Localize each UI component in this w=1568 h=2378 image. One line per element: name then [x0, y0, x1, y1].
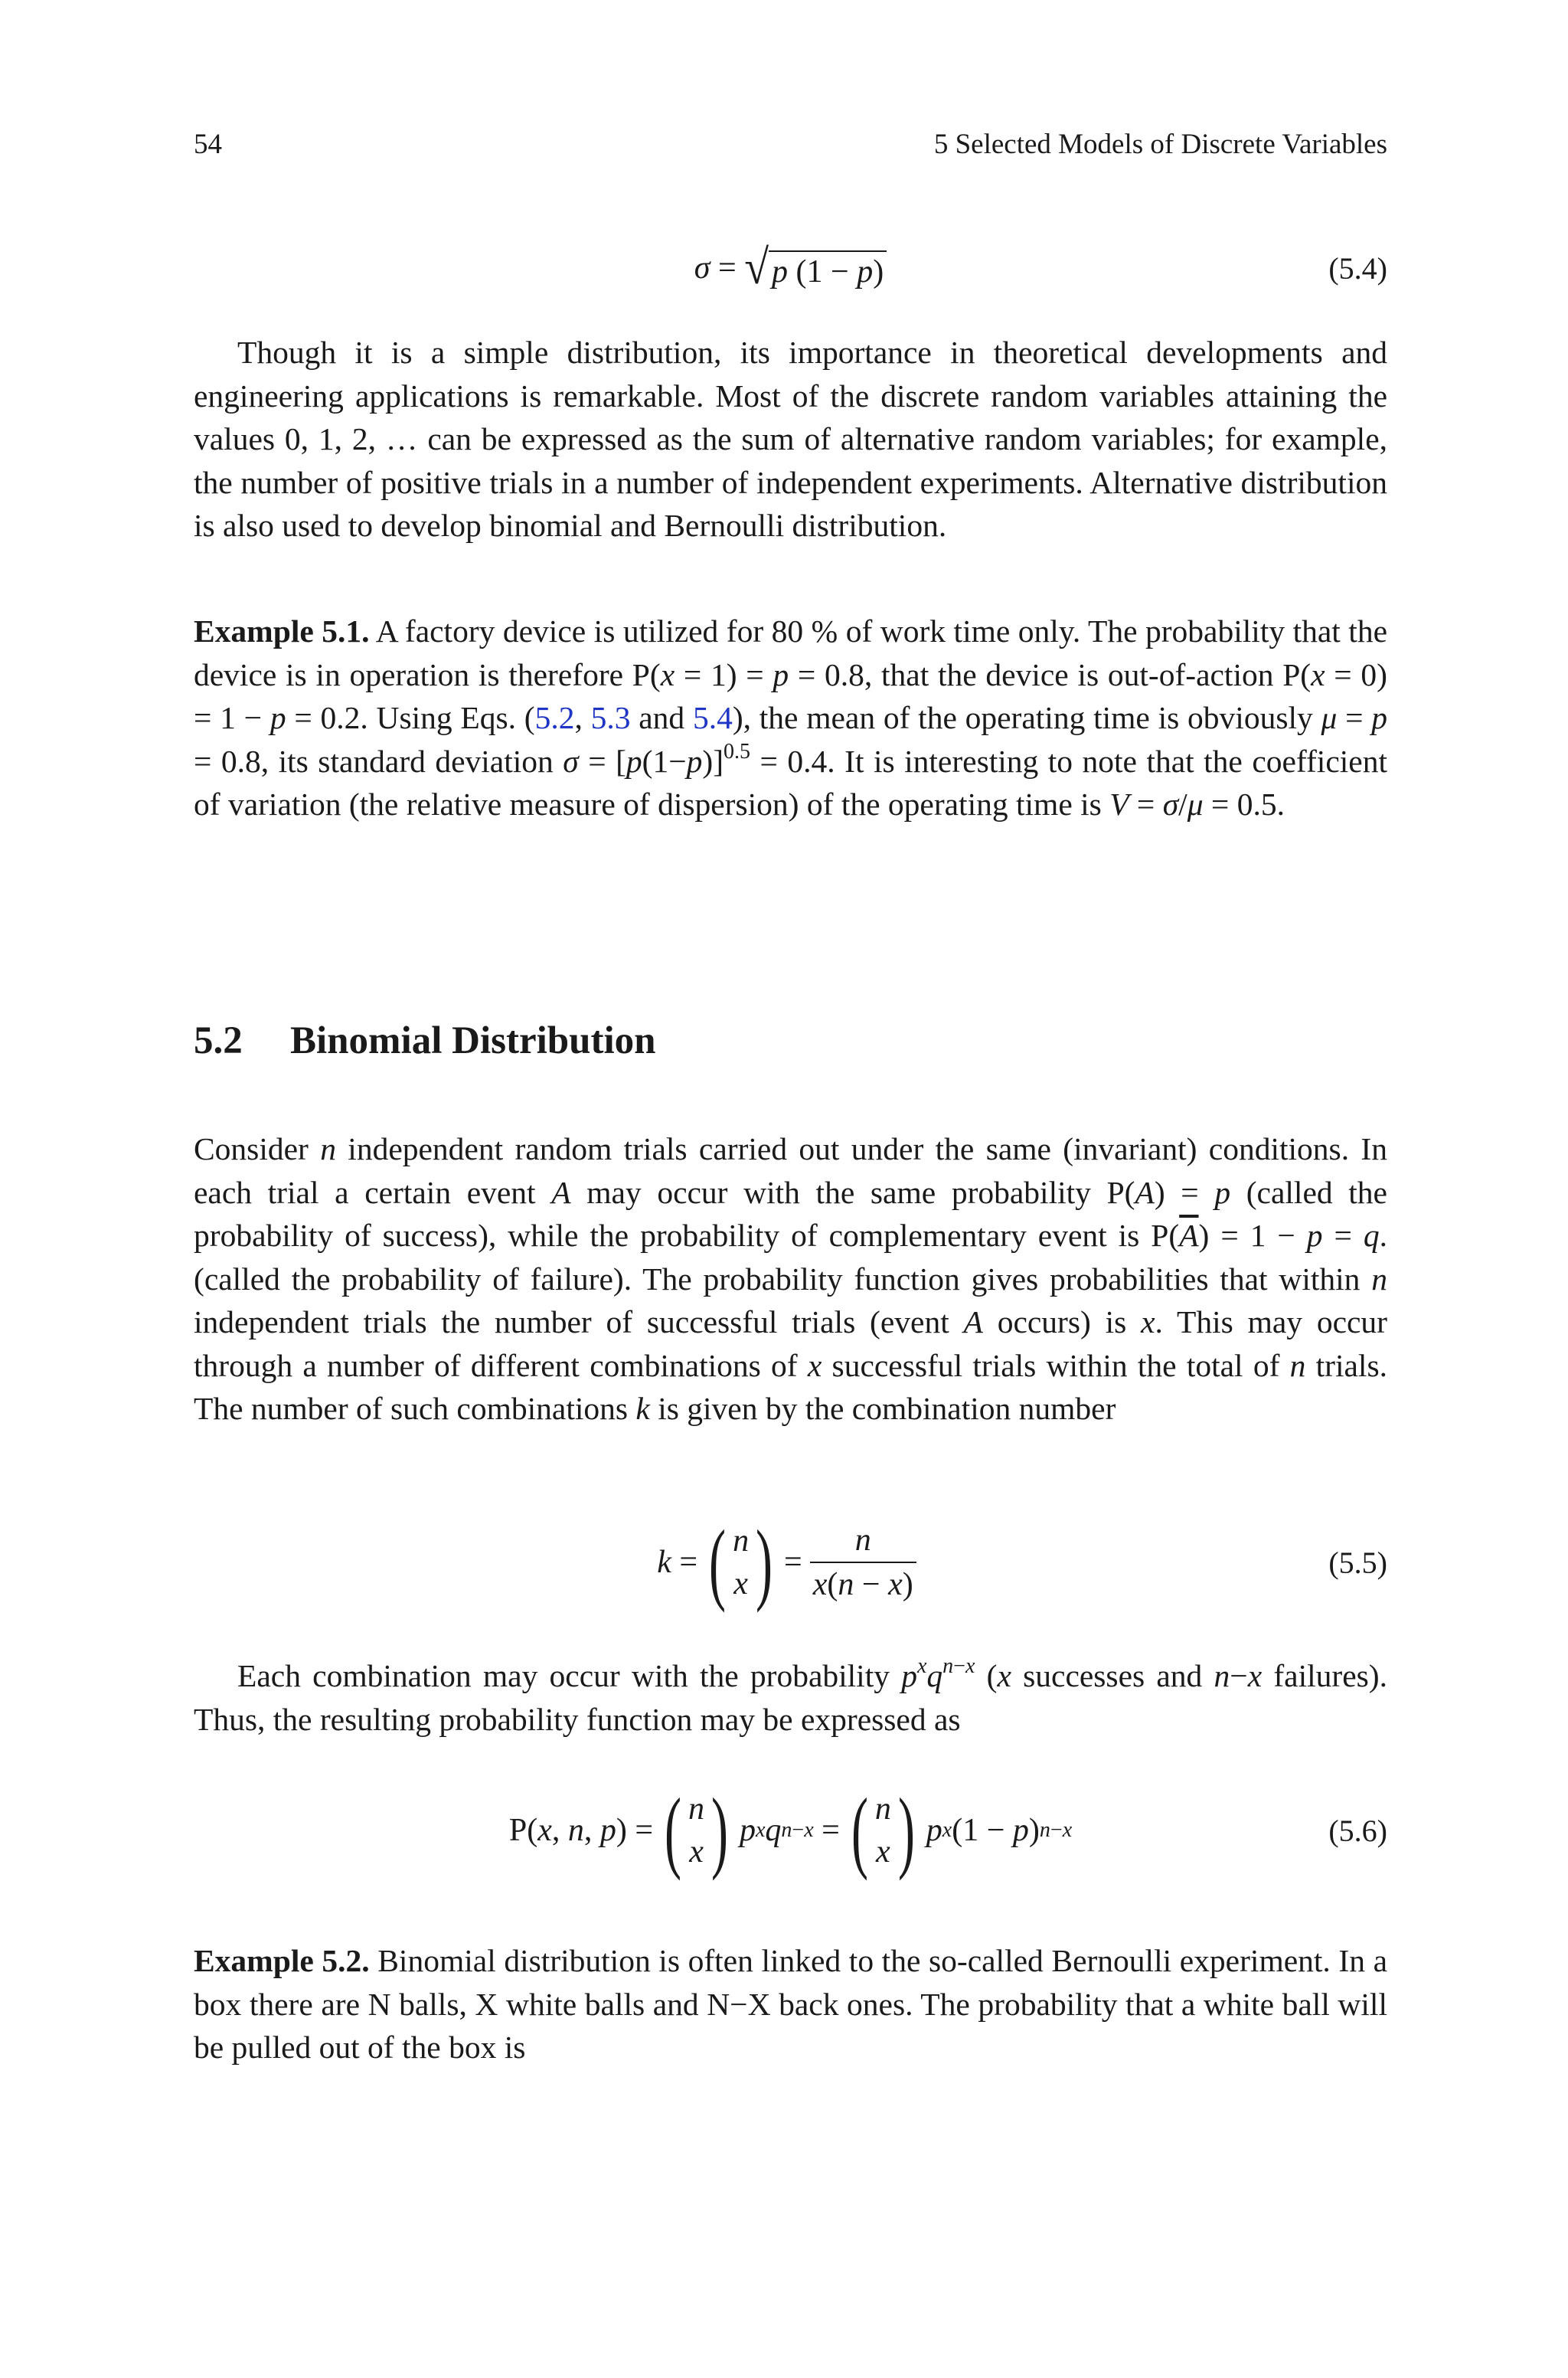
example-text: Binomial distribution is often linked to the so-called Bernoulli experiment. In a box there are N balls, X white balls and N−X back ones. The probability that a white ball will be pulled out of the box is	[194, 1943, 1387, 2065]
paragraph-alternative-importance: Though it is a simple distribution, its importance in theoretical developments and engineering applications is remarkable. Most of the discrete random variables attaining the values 0, 1, 2, … can be expressed as the sum of alternative random variables; for example, the number of positive trials in a number of independent experiments. Alternative distribution is also used to develop binomial and Bernoulli distribution.	[194, 335, 1387, 543]
section-number: 5.2	[194, 1019, 243, 1062]
eq-link-5-3[interactable]: 5.3	[590, 700, 631, 735]
eq-link-5-4[interactable]: 5.4	[692, 700, 733, 735]
paragraph-binomial-intro: Consider n independent random trials carried out under the same (invariant) conditions. In each trial a certain event A may occur with the same probability P(A) = p (called the probability of success), while the probability of complementary event is $P(\overline{A}) = 1 - p = q$. (called the probability of failure). The probability function gives probabilities that within n independent trials the number of successful trials (event A occurs) is x. This may occur through a number of different combinations of x successful trials within the total of n trials. The number of such combinations k is given by the combination number	[194, 1131, 1387, 1426]
equation-5-4: σ = √ p (1 − p) (5.4)	[694, 239, 1387, 295]
sqrt-symbol: √ p (1 − p)	[744, 246, 887, 290]
section-title: Binomial Distribution	[290, 1019, 656, 1062]
equation-number: (5.4)	[1328, 250, 1387, 286]
running-head	[194, 123, 1387, 165]
paragraph-each-combination: Each combination may occur with the probability $p^xq^{n-x}$ (x successes and n−x failures). Thus, the resulting probability function may be expressed as	[194, 1654, 1387, 1737]
binomial-coefficient: ( n x )	[665, 1779, 728, 1881]
equation-number: (5.6)	[1328, 1813, 1387, 1848]
binomial-coefficient: ( n x )	[709, 1511, 773, 1613]
equation-5-5: k = ( n x ) = $\frac{n}{x(n - x)}$ (5.5)	[657, 1511, 1387, 1613]
equation-5-6: P( x , n , p ) = ( n x ) p x q n−x = ( n x ) p x (1 − p ) n−x (5.6)	[508, 1779, 1387, 1881]
eq-link-5-2[interactable]: 5.2	[534, 700, 575, 735]
example-label: Example 5.1.	[194, 613, 370, 649]
example-5-2	[194, 1939, 1387, 2069]
example-label: Example 5.2.	[194, 1943, 370, 1978]
binomial-coefficient: ( n x )	[851, 1779, 915, 1881]
page-number: 54	[194, 128, 222, 160]
chapter-title: 5 Selected Models of Discrete Variables	[933, 128, 1387, 160]
equation-number: (5.5)	[1328, 1545, 1387, 1580]
fraction: $\frac{n}{x(n - x)}$	[810, 1522, 916, 1603]
section-heading	[194, 1019, 656, 1063]
example-5-1: Example 5.1. A factory device is utilized for 80 % of work time only. The probability that the device is in operation is therefore P(x = 1) = p = 0.8, that the device is out-of-action P(x = 0) = 1 − p = 0.2. Using Eqs. (5.2, 5.3 and 5.4), the mean of the operating time is obviously μ = p = 0.8, its standard deviation $\sigma = [p(1-p)]^{0.5} = 0.4$. It is interesting to note that the coefficient of variation (the relative measure of dispersion) of the operating time is V = σ/μ = 0.5.	[194, 613, 1388, 822]
